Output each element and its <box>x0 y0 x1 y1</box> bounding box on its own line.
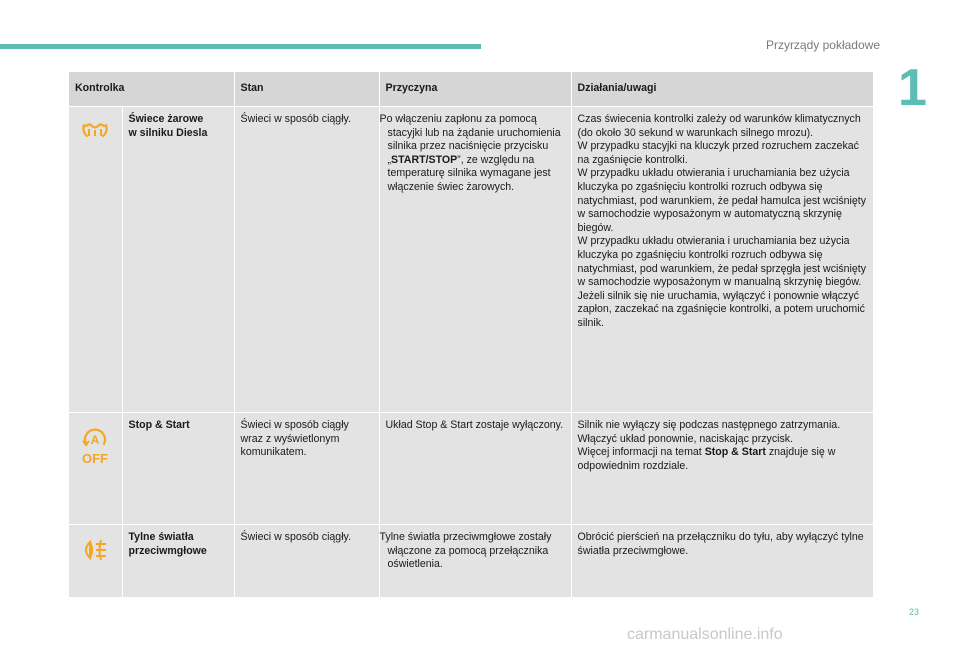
light-name: Stop & Start <box>122 413 234 525</box>
page-number: 23 <box>909 607 920 617</box>
accent-bar <box>0 44 481 49</box>
cause-cell: Układ Stop & Start zostaje wyłączony. <box>379 413 571 525</box>
actions-cell: Czas świecenia kontrolki zależy od warunków klimatycznych (do około 30 sekund w warunkach silnego mrozu). W przypadku stacyjki na kluczyk przed rozruchem zaczekać na zgaśnięcie kontrolki. W przypadku układu otwierania i uruchamiania bez użycia kluczyka po zgaśnięciu kontrolki rozruch odbywa się natychmiast, pod warunkiem, że pedał hamulca jest wciśnięty w samochodzie wyposażonym w automatyczną skrzynię biegów. W przypadku układu otwierania i uruchamiania bez użycia kluczyka po zgaśnięciu kontrolki rozruch odbywa się natychmiast, pod warunkiem, że pedał sprzęgła jest wciśnięty w samochodzie wyposażonym w manualną skrzynię biegów. Jeżeli silnik się nie uruchamia, wyłączyć i ponownie włączyć zapłon, zaczekać na zgaśnięcie kontrolki, a potem uruchomić silnik. <box>571 107 873 413</box>
column-header: Stan <box>234 72 379 107</box>
actions-cell: Obrócić pierścień na przełączniku do tyłu, aby wyłączyć tylne światła przeciwmgłowe. <box>571 525 873 597</box>
icon-cell <box>69 525 122 597</box>
stop-start-off-icon <box>79 427 111 467</box>
icon-cell <box>69 107 122 413</box>
table-row <box>69 413 873 525</box>
cause-cell: Tylne światła przeciwmgłowe zostały włączone za pomocą przełącznika oświetlenia. <box>379 525 571 597</box>
table-row <box>69 107 873 413</box>
actions-cell: Silnik nie wyłączy się podczas następnego zatrzymania. Włączyć układ ponownie, naciskając przycisk. Więcej informacji na temat Stop & Start znajduje się w odpowiednim rozdziale. <box>571 413 873 525</box>
state-cell: Świeci w sposób ciągły. <box>234 525 379 597</box>
state-cell: Świeci w sposób ciągły. <box>234 107 379 413</box>
svg-text:A: A <box>90 433 100 447</box>
icon-cell <box>69 413 122 525</box>
section-title: Przyrządy pokładowe <box>765 38 880 52</box>
table-row <box>69 525 873 597</box>
watermark: carmanualsonline.info <box>627 626 783 643</box>
rear-fog-light-icon <box>80 539 110 561</box>
column-header: Działania/uwagi <box>571 72 873 107</box>
column-header: Przyczyna <box>379 72 571 107</box>
state-cell: Świeci w sposób ciągły wraz z wyświetlonym komunikatem. <box>234 413 379 525</box>
glow-plug-icon <box>81 121 109 139</box>
svg-text:OFF: OFF <box>82 451 109 466</box>
table-header-row <box>69 72 873 107</box>
light-name: Świece żarowe w silniku Diesla <box>122 107 234 413</box>
light-name: Tylne światła przeciwmgłowe <box>122 525 234 597</box>
column-header: Kontrolka <box>69 72 234 107</box>
cause-cell: Po włączeniu zapłonu za pomocą stacyjki lub na żądanie uruchomienia silnika przez naciśnięcie przycisku „START/STOP”, ze względu na temperaturę silnika wymagane jest włączenie świec żarowych. <box>379 107 571 413</box>
chapter-number: 1 <box>898 59 927 117</box>
warning-lights-table <box>69 72 874 597</box>
